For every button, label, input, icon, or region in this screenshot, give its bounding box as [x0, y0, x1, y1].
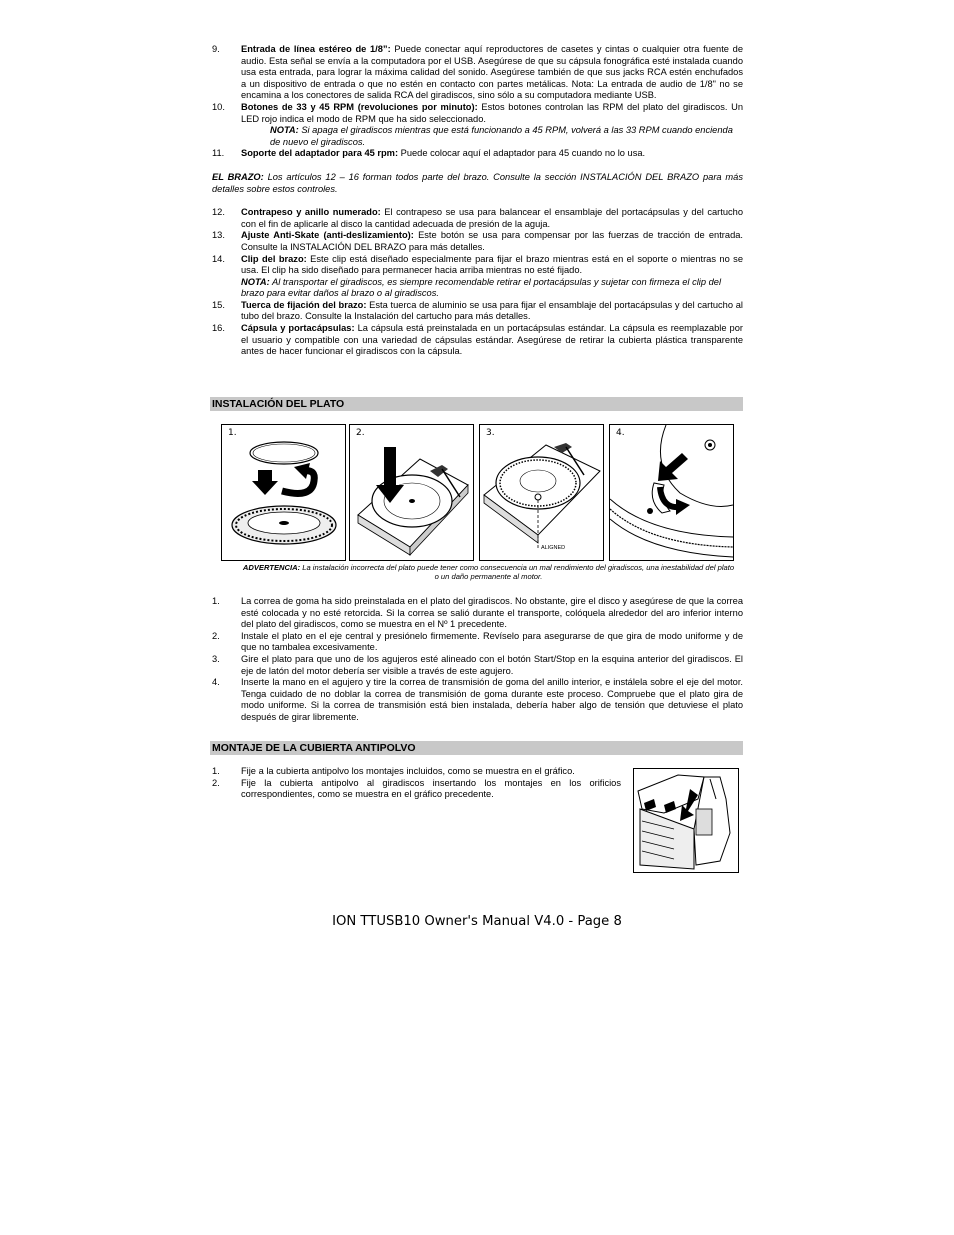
- alignment-illustration: [480, 425, 603, 560]
- warning-label: ADVERTENCIA:: [242, 563, 301, 572]
- item-text: Este botón se usa para compensar por las fuerzas de tracción de entrada. Consulte la INSTALACIÓN DEL BRAZO para más detalles.: [241, 230, 743, 252]
- arm-paragraph: [212, 172, 743, 195]
- item-text: Fije la cubierta antipolvo al giradiscos insertando los montajes en los orificios correspondientes, como se muestra en el gráfico precedente.: [241, 777, 621, 800]
- item-title: Soporte del adaptador para 45 rpm:: [241, 148, 399, 159]
- note-text: Si apaga el giradiscos mientras que está funcionando a 45 RPM, volverá a las 33 RPM cuando encienda de nuevo el giradiscos.: [270, 125, 733, 147]
- item-number: 2.: [212, 777, 220, 788]
- figure-2: [349, 424, 474, 561]
- item-text: El contrapeso se usa para balancear el ensamblaje del portacápsulas y del cartucho con el fin de aplicarle al disco la cantidad adecuada de presión de la aguja.: [241, 207, 743, 229]
- item-text: Instale el plato en el eje central y presiónelo firmemente. Revíselo para asegurarse de que gira de modo uniforme y de que no tambalea excesivamente.: [241, 630, 743, 653]
- list-item: [212, 254, 743, 277]
- section-heading-plato: INSTALACIÓN DEL PLATO: [210, 397, 743, 411]
- list-item: [212, 148, 743, 160]
- list-item: [212, 300, 743, 323]
- figure-3: [479, 424, 604, 561]
- section-heading-cubierta: MONTAJE DE LA CUBIERTA ANTIPOLVO: [210, 741, 743, 755]
- top-content: [212, 44, 743, 358]
- belt-illustration: [222, 425, 345, 560]
- item-text: Este clip está diseñado especialmente para fijar el brazo mientras está en el soporte o mientras no se usa. El clip ha sido diseñado para permanecer hacia arriba mientras no esté fijado.: [241, 253, 743, 276]
- item-text: Gire el plato para que uno de los agujeros esté alineado con el botón Start/Stop en la esquina anterior del giradiscos. El eje de latón del motor debería ser visible a través de este agujero.: [241, 653, 743, 676]
- warning-note: [240, 563, 737, 582]
- figure-label: 3.: [486, 428, 495, 438]
- list-item: [212, 654, 743, 677]
- item-title: Entrada de línea estéreo de 1/8”:: [241, 44, 391, 54]
- list-item: [212, 778, 621, 801]
- item-title: Cápsula y portacápsulas:: [241, 323, 355, 334]
- item-title: Clip del brazo:: [241, 253, 307, 264]
- figure-label: 2.: [356, 428, 365, 438]
- list-item: [212, 230, 743, 253]
- item-text: Fije a la cubierta antipolvo los montajes incluidos, como se muestra en el gráfico.: [241, 766, 575, 776]
- item-number: 1.: [212, 766, 220, 776]
- figure-4: [609, 424, 734, 561]
- item-number: 16.: [212, 323, 225, 334]
- list-item: [212, 102, 743, 125]
- item-text: Puede conectar aquí reproductores de casetes y cintas o cualquier otra fuente de audio. Esta señal se envía a la computadora por el USB. Asegúrese de que su cápsula fonográfica esté instalada cuando usa esta entrada, para lograr la máxima calidad del sonido. Asegúrese también de que sus jacks RCA estén enchufados a un dispositivo de entrada o que no estén en contacto con partes metálicas. Nota: La entrada de audio de 1/8" no se encamina a los conectores de salida RCA del giradiscos, sino sólo a su computadora mediante USB.: [241, 44, 744, 101]
- item-title: Ajuste Anti-Skate (anti-deslizamiento):: [241, 230, 414, 241]
- arm-label: EL BRAZO:: [212, 171, 264, 182]
- arm-text: Los artículos 12 – 16 forman todos parte del brazo. Consulte la sección INSTALACIÓN DEL BRAZO para más detalles sobre estos controles.: [212, 171, 743, 194]
- platter-install-illustration: [350, 425, 473, 560]
- warning-text: La instalación incorrecta del plato puede tener como consecuencia un mal rendimiento del giradiscos, una inestabilidad del plato o un daño permanente al motor.: [300, 563, 735, 582]
- item-text: Estos botones controlan las RPM del plato del giradiscos. Un LED rojo indica el modo de RPM que ha sido seleccionado.: [241, 101, 743, 124]
- item-text: Puede colocar aquí el adaptador para 45 cuando no lo usa.: [398, 148, 646, 159]
- list-item: [212, 596, 743, 631]
- item-number: 3.: [212, 653, 220, 664]
- figure-1: [221, 424, 346, 561]
- note-rpm: [212, 125, 743, 148]
- note-clip: [212, 277, 743, 300]
- item-text: La cápsula está preinstalada en un portacápsulas estándar. La cápsula es reemplazable por el usuario y compatible con una variedad de cápsulas estándar. Asegúrese de retirar la cubierta plástica transparente antes de hacer funcionar el giradiscos con la cápsula.: [241, 323, 743, 357]
- item-text: La correa de goma ha sido preinstalada en el plato del giradiscos. No obstante, gire el disco y asegúrese de que la correa esté colocada y no esté retorcida. Si la correa se salió durante el transporte, colóquela alrededor del aro inferior interno del plato del giradiscos, como se muestra en el Nº 1 precedente.: [241, 596, 743, 630]
- item-number: 13.: [212, 230, 225, 241]
- list-item: [212, 44, 743, 102]
- cover-steps: [212, 766, 621, 801]
- list-item: [212, 631, 743, 654]
- list-item: [212, 766, 621, 778]
- note-label: NOTA:: [241, 276, 270, 287]
- item-title: Botones de 33 y 45 RPM (revoluciones por minuto):: [241, 101, 478, 112]
- item-number: 10.: [212, 101, 225, 112]
- aligned-caption: ALIGNED: [541, 545, 566, 551]
- item-number: 4.: [212, 677, 220, 688]
- item-number: 12.: [212, 207, 225, 218]
- item-number: 15.: [212, 299, 225, 310]
- item-text: Inserte la mano en el agujero y tire la correa de transmisión de goma del anillo interior, e instálela sobre el eje del motor. Tenga cuidado de no doblar la correa de transmisión de goma durante este proceso. Compruebe que el plato gira de modo uniforme. Si la correa de transmisión está bien instalada, debería haber algo de tensión que detuviese el plato después de girar libremente.: [241, 677, 743, 722]
- note-text: Al transportar el giradiscos, es siempre recomendable retirar el portacápsulas y sujetar con firmeza el clip del brazo para evitar daños al brazo o al giradiscos.: [241, 276, 722, 299]
- belt-motor-illustration: [610, 425, 733, 560]
- item-number: 9.: [212, 44, 220, 54]
- item-number: 11.: [212, 148, 225, 159]
- list-item: [212, 207, 743, 230]
- list-item: [212, 677, 743, 723]
- item-number: 2.: [212, 630, 220, 641]
- item-number: 1.: [212, 596, 220, 606]
- item-number: 14.: [212, 253, 225, 264]
- list-item: [212, 323, 743, 358]
- platter-figures: [221, 424, 733, 561]
- figure-label: 1.: [228, 428, 237, 438]
- dust-cover-figure: [633, 768, 739, 873]
- figure-label: 4.: [616, 428, 625, 438]
- item-text: Esta tuerca de aluminio se usa para fijar el ensamblaje del portacápsulas y del cartucho al tubo del brazo. Consulte la Instalación del cartucho para más detalles.: [241, 299, 743, 322]
- hinge-illustration: [634, 769, 738, 872]
- item-title: Tuerca de fijación del brazo:: [241, 299, 367, 310]
- item-title: Contrapeso y anillo numerado:: [241, 207, 381, 218]
- platter-steps: [212, 596, 743, 724]
- page-footer: ION TTUSB10 Owner's Manual V4.0 - Page 8: [332, 914, 622, 929]
- note-label: NOTA:: [270, 125, 299, 136]
